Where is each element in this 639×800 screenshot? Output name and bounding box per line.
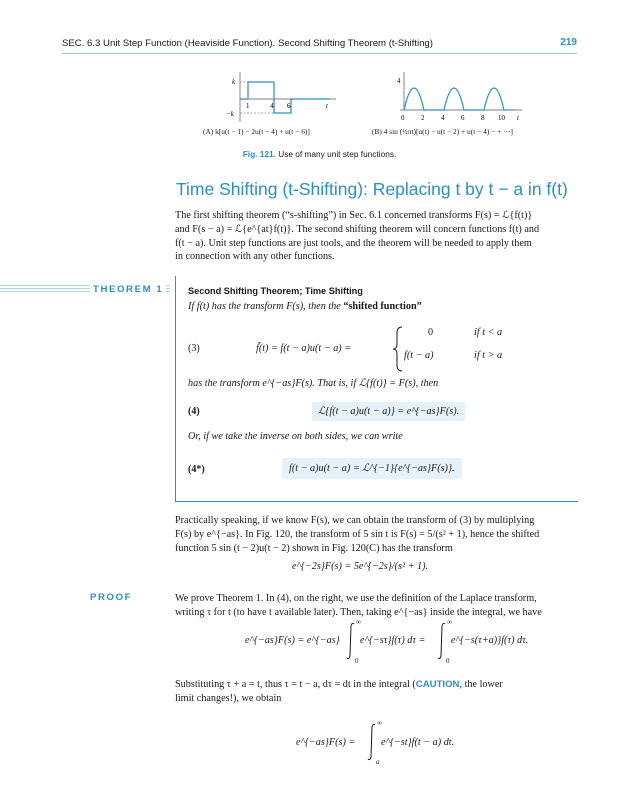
fig-a-tick-1: 1 (246, 102, 250, 110)
eq3-case1-condition: if t < a (474, 327, 503, 338)
caution-label: CAUTION (415, 679, 460, 690)
running-head-title: SEC. 6.3 Unit Step Function (Heaviside Function). Second Shifting Theorem (t-Shifting) (62, 38, 433, 49)
figure-label (0, 149, 639, 159)
page-number: 219 (560, 37, 577, 48)
eq3-case2-value: f(t − a) (404, 350, 434, 361)
running-head (62, 38, 577, 54)
eq4-number: (4) (188, 406, 200, 417)
fig-a-pulse-up (240, 82, 274, 99)
eq3-lhs: f̃(t) = f(t − a)u(t − a) = (256, 343, 352, 354)
integral-sign-1 (346, 622, 356, 660)
fig-b-arch-2 (444, 88, 464, 110)
figure-number: Fig. 121. (242, 149, 276, 159)
section-title: Time Shifting (t-Shifting): Replacing t by t − a in f(t) (176, 179, 568, 199)
proof-eq1-integrand-1: e^{−sτ}f(τ) dτ = (360, 635, 426, 646)
fig-b-tick-6: 6 (461, 114, 465, 122)
header-rule (62, 53, 577, 54)
substitution-line-1-b: , the lower (459, 679, 503, 690)
eq3-brace (392, 325, 404, 373)
fig-b-t-label: t (517, 114, 519, 122)
practical-line-1: Practically speaking, if we know F(s), we can obtain the transform of (3) by multiplying (175, 515, 535, 526)
theorem-shifted-function: “shifted function” (343, 301, 422, 312)
practical-paragraph (175, 514, 577, 555)
fig-a-pulse-down (274, 82, 330, 113)
intro-line-4: in connection with any other functions. (175, 251, 335, 263)
fig-b-4-label: 4 (397, 77, 401, 85)
integral-sign-3 (367, 723, 377, 761)
practical-line-3: function 5 sin (t − 2)u(t − 2) shown in Fig. 120(C) has the transform (175, 542, 453, 554)
theorem-if-text: If f(t) has the transform F(s), then the (188, 301, 341, 312)
intro-line-1: The first shifting theorem (“s-shifting”) in Sec. 6.1 concerned transforms F(s) = ℒ{f(t)} (175, 210, 533, 221)
fig-a-k-label: k (232, 78, 236, 86)
intro-paragraph (175, 209, 577, 264)
proof-label: PROOF (90, 592, 133, 603)
theorem-title: Second Shifting Theorem; Time Shifting (188, 286, 363, 296)
intro-line-2: and F(s − a) = ℒ{e^{at}f(t)}. The second shifting theorem will concern functions f(t) and (175, 223, 540, 235)
fig-a-tick-6: 6 (287, 102, 291, 110)
eq4-star-number: (4*) (188, 464, 205, 475)
figure-a-caption: (A) k[u(t − 1) − 2u(t − 4) + u(t − 6)] (203, 127, 310, 136)
eq3-number: (3) (188, 343, 200, 354)
fig-b-tick-10: 10 (498, 114, 505, 122)
proof-eq1-lhs: e^{−as}F(s) = e^{−as} (245, 635, 340, 646)
intro-line-3: f(t − a). Unit step functions are just tools, and the theorem will be needed to apply them (175, 237, 532, 249)
inverse-text: Or, if we take the inverse on both sides, we can write (188, 431, 403, 442)
proof-eq2-lower: a (376, 758, 380, 766)
eq4-star-formula: f(t − a)u(t − a) = ℒ^{−1}{e^{−as}F(s)}. (282, 458, 462, 479)
proof-eq1-int1-lower: 0 (355, 657, 359, 665)
eq3-case1-value: 0 (428, 327, 434, 338)
fig-b-arch-1 (404, 88, 424, 110)
practical-equation: e^{−2s}F(s) = 5e^{−2s}/(s² + 1). (292, 561, 429, 572)
fig-a-t-label: t (326, 102, 328, 110)
proof-line-2: writing τ for t (to have t available later). Then, taking e^{−as} inside the integral, we have (175, 606, 542, 618)
fig-b-tick-4: 4 (441, 114, 445, 122)
integral-sign-2 (437, 622, 447, 660)
figure-a-plot (218, 70, 348, 125)
figure-label-text: Use of many unit step functions. (278, 149, 397, 159)
fig-b-arch-3 (484, 88, 504, 110)
proof-eq2-lhs: e^{−as}F(s) = (296, 737, 356, 748)
eq3-case2-condition: if t > a (474, 350, 503, 361)
fig-b-tick-8: 8 (481, 114, 485, 122)
substitution-paragraph (175, 678, 577, 706)
fig-b-tick-2: 2 (421, 114, 425, 122)
proof-eq2-integrand: e^{−st}f(t − a) dt. (381, 737, 455, 748)
practical-line-2: F(s) by e^{−as}. In Fig. 120, the transform of 5 sin t is F(s) = 5/(s² + 1), hence the shifted (175, 528, 540, 540)
substitution-line-1 (175, 678, 577, 692)
proof-eq1-int1-upper: ∞ (356, 618, 361, 626)
fig-a-tick-4: 4 (270, 102, 274, 110)
has-transform-text: has the transform e^{−as}F(s). That is, if ℒ{f(t)} = F(s), then (188, 378, 439, 389)
figure-b-caption: (B) 4 sin (½πt)[u(t) − u(t − 2) + u(t − 4) − + ···] (372, 127, 514, 136)
proof-paragraph (175, 592, 577, 620)
theorem-if-line (188, 301, 422, 312)
proof-eq1-int2-lower: 0 (446, 657, 450, 665)
eq4-formula: ℒ{f(t − a)u(t − a)} = e^{−as}F(s). (312, 402, 465, 421)
proof-eq1-integrand-2: e^{−s(τ+a)}f(τ) dτ. (451, 635, 529, 646)
substitution-line-1-a: Substituting τ + a = t, thus τ = t − a, dτ = dt in the integral ( (175, 679, 416, 690)
proof-line-1: We prove Theorem 1. In (4), on the right, we use the definition of the Laplace transform, (175, 593, 537, 604)
proof-eq1-int2-upper: ∞ (447, 618, 452, 626)
fig-b-tick-0: 0 (401, 114, 405, 122)
figure-b-plot (390, 70, 530, 125)
fig-a-negk-label: −k (226, 110, 234, 118)
proof-eq2-upper: ∞ (377, 719, 382, 727)
substitution-line-2: limit changes!), we obtain (175, 692, 282, 704)
theorem-label: THEOREM 1 (90, 284, 166, 295)
